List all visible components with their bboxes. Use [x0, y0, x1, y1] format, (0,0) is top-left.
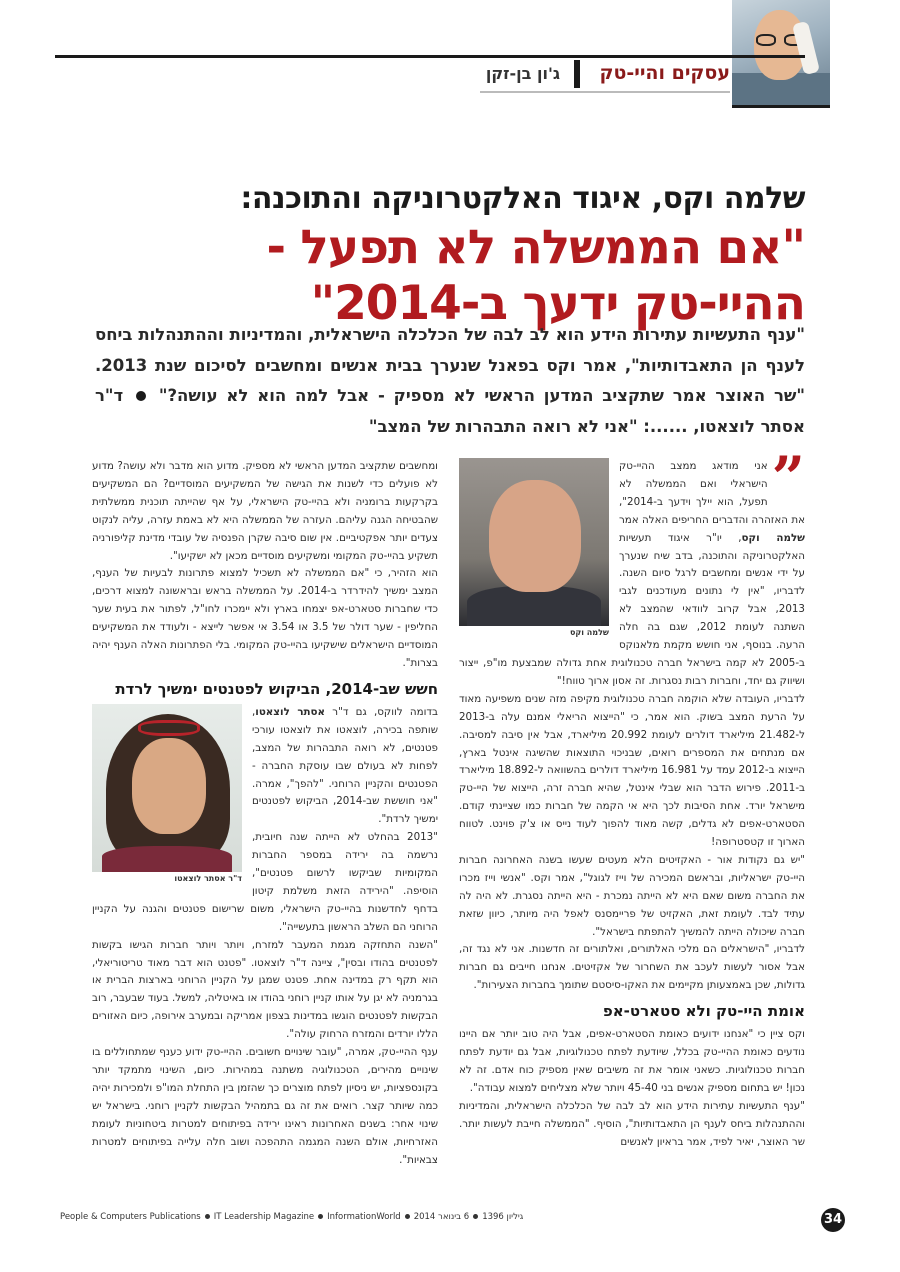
subhead: אומת היי-טק ולא סטארט-אפ	[602, 1002, 805, 1021]
header-rule	[55, 55, 805, 58]
portrait-body	[467, 586, 601, 626]
portrait-body	[102, 846, 232, 872]
photo-wax	[459, 458, 609, 637]
paragraph: לדבריו, "הישראלים הם מלכי האלתורים, ואלתורים זה חדשנות. אני לא נגד זה, אבל אסור לעשות לעכב את השחרור של אקזיטים. אנחנו חייבים גם חברות גדולות, שכן באמצעותן מקיימים את האקו-סיסטם שתומך בחברות הצעירות".	[459, 943, 805, 992]
portrait-head	[132, 738, 206, 834]
bullet-icon	[205, 1214, 210, 1219]
issue-number: גיליון 1396	[482, 1212, 524, 1222]
paragraph: "ענף התעשיות עתירות הידע הוא לב לבה של הכלכלה הישראלית, והמדיניות וההתנהלות ביחס לענף הן התאבדותיות", הוסיף. "הממשלה חייבת לעשות יותר. שר האוצר, יאיר לפיד, אמר בראיון לאנשים	[459, 1099, 805, 1148]
bullet-icon	[318, 1214, 323, 1219]
text: , יו"ר איגוד תעשיות האלקטרוניקה והתוכנה, בדב שיח שנערך על ידי אנשים ומחשבים לרגל סיום השנה. לדבריו, "אין לי נתונים מעודכנים לגבי 2013, אבל קרוב לוודאי שהמצב לא השתנה לעומת 2012, שגם בה חלה הרעה. בנוסף, אני חושש מקמת מלאנוקס ב-2005 לא קמה בישראל חברה טכנולוגית אחת גדולה שמבצעת מו"פ, ייצור ושיווק גם יחד, וחברות רבות נסגרות. זה אסון ארוך טווח!"	[459, 531, 805, 687]
column-left	[92, 458, 438, 1169]
deck-text: "ענף התעשיות עתירות הידע הוא לב לבה של הכלכלה הישראלית, והמדיניות וההתנהלות ביחס לענף הן התאבדותיות", אמר וקס בפאנל שנערך בבית אנשים ומחשבים לסיכום שנת 2013. "שר האוצר אמר שתקציב המדען הראשי לא מספיק - אבל למה הוא לא עושה?"	[95, 325, 805, 405]
paragraph: "יש גם נקודות אור - האקזיטים הלא מעטים שעשו בשנה האחרונה חברות היי-טק ישראליות, ובראשם המכירה של וייז לגוגל", אמר וקס. "אנשי וייז מכרו את החברה משום שאם היא לא הייתה נמכרת - היא הייתה נסגרת. לא היה לה עתיד לבד. לעומת זאת, האקזיט של פריימסנס לאפל היה מיותר, כיוון שזאת חברה שיכולה הייתה להמשיך להתפתח בישראל".	[459, 853, 805, 938]
publication-name: People & Computers Publications	[60, 1212, 201, 1222]
quote-mark-icon: ”	[771, 444, 805, 512]
paragraph: וקס ציין כי "אנחנו ידועים כאומת הסטארט-אפים, אבל היה טוב יותר אם היינו נודעים כאומת ההיי-טק בכלל, שיודעת לפתח טכנולוגיות, אבל גם יודעת לפתח חברות טכנולוגיות. כשאני אומר את זה משיבים שאין מספיק כוח אדם. זה לא נכון! יש בתחום מספיק אנשים בני 45-40 ויותר שלא מצליחים למצוא עבודה".	[459, 1028, 805, 1094]
article-headline: "אם הממשלה לא תפעל - ההיי-טק ידעך ב-2014"	[266, 220, 805, 331]
text: אני מודאג ממצב ההיי-טק הישראלי ואם הממשלה לא תפעל, הוא יילך וידעך ב-2014", את האזהרה והדברים החריפים האלה אמר	[619, 460, 805, 526]
photo-luzzatto	[92, 704, 242, 883]
photo-caption: שלמה וקס	[569, 628, 609, 637]
section-name: עסקים והיי-טק	[599, 62, 730, 84]
bullet-icon	[136, 391, 146, 401]
footer-publications	[60, 1212, 815, 1222]
paragraph: "השנה התחזקה מגמת המעבר למזרח, ויותר ויותר חברות הגישו בקשות לפטנטים בהודו ובסין", ציינה ד"ר לוצאטו. "פטנט הוא דבר מאוד טריטוריאלי, הוא תקף רק במדינה אחת. פטנט שמגן על הקניין הרוחני בארצות הברית או בגרמניה לא יגן על אותו קניין רוחני בהודו או באיטליה, למשל. בעוד שבעבר, רוב הבקשות לפטנטים הוגשו במדינות בצפון אמריקה ובמערב אירופה, כיום האזורים הללו יורדים והמזרח הרחוק עולה".	[92, 938, 438, 1041]
column-right	[459, 444, 806, 1152]
section-header	[480, 60, 730, 90]
author-photo	[732, 0, 830, 108]
bullet-icon	[405, 1214, 410, 1219]
subhead: חשש שב-2014, הביקוש לפטנטים ימשיך לרדת	[115, 679, 438, 698]
article-deck	[95, 320, 805, 442]
photo-caption: ד"ר אסתר לוצאטו	[174, 873, 242, 883]
text: , שותפה בכירה, לוצאטו את לוצאטו עורכי פטנטים, לא רואה התבהרות של המצב, לפחות לא בעולם שבו עוסקת החברה - הפטנטים והקניין הרוחני. "להפך", אמרה. "אני חוששת שב-2014, הביקוש לפטנטים ימשיך לרדת".	[252, 705, 438, 826]
author-name: ג'ון בן-זקן	[485, 64, 560, 83]
person-name: אסתר לוצאטו	[255, 705, 326, 718]
wax-portrait	[459, 458, 609, 626]
deck-text-2: ד"ר אסתר לוצאטו, ......: "אני לא רואה התבהרות של המצב"	[95, 386, 805, 436]
paragraph: ומחשבים שתקציב המדען הראשי לא מספיק. מדוע הוא מדבר ולא עושה? מדוע לא פועלים כדי לשנות את הגישה של המשקיעים המוסדיים? הם המשקיעים בקרקעות ברומניה ולא בהיי-טק הישראלי, על אף שהייתה תוכנית ממשלתית שהבטיחה הגנה עליהם. העזרה של הממשלה היא לא באמת עזרה, עליה לנקוט צעדים יותר אפקטיביים. אין שום סיבה שקרן הפנסיה של עובדי מדינת קליפורניה תשקיע בהיי-טק המקומי ומשקיעים מוסדיים מכאן לא ישקיעו".	[92, 460, 438, 562]
publication-name: InformationWorld	[327, 1212, 401, 1222]
bullet-icon	[473, 1214, 478, 1219]
page-footer	[60, 1208, 845, 1232]
person-name: שלמה וקס	[741, 531, 805, 544]
section-underline	[480, 91, 730, 93]
portrait-glasses	[138, 720, 200, 736]
luzzatto-portrait	[92, 704, 242, 872]
portrait-head	[489, 480, 581, 592]
publication-name: IT Leadership Magazine	[213, 1212, 315, 1222]
paragraph: ענף ההיי-טק, אמרה, "עובר שינויים חשובים. ההיי-טק ידוע כענף שמתחוללים בו שינויים מהירים, הטכנולוגיה משתנה במהירות. כיום, השינוי מתמקד יותר בקונספציות, יש ניסיון לפתח מוצרים כך שהזמן בין התחלת המו"פ ולמכירות יהיה כמה שיותר קצר. רואים את זה גם בתמהיל הבקשות לקניין רוחני. בישראל יש שינוי אחר: בשנים האחרונות ראינו ירידה בפיתוחים למטרות ביטחוניות לעומת האזרחיות, אולם השנה המגמה התהפכה ושוב חלה עלייה בפיתוחים למטרות צבאיות".	[92, 1046, 438, 1166]
paragraph: "2013 בהחלט לא הייתה שנה חיובית, נרשמה בה ירידה במספר החברות המקומיות שביקשו לרשום פטנטים", הוסיפה. "הירידה הזאת משלמת קיטון בדחף לחדשנות בהיי-טק הישראלי, משום שרישום פטנטים והגנה על הקניין הרוחני הם השלב הראשון בתעשייה".	[92, 831, 438, 933]
paragraph: הוא הזהיר, כי "אם הממשלה לא תשכיל למצוא פתרונות לבעיות של הענף, המצב ימשיך להידרדר ב-2014. על הממשלה בראש ובראשונה למצוא דרכים, כדי שחברות סטארט-אפ יצמחו בארץ ולא יימכרו לחו"ל, לפתור את בעית שער החליפין - שער דולר של 3.5 או 3.54 אי אפשר לייצא - ולעודד את המשקיעים המוסדיים הישראלים שישקיעו בהיי-טק המקומי. בלי הפתרונות האלה הענף יהיה בצרות".	[92, 567, 439, 669]
page-number: 34	[821, 1208, 845, 1232]
section-separator	[574, 60, 580, 88]
text: בדומה לווקס, גם ד"ר	[325, 705, 438, 718]
article-kicker: שלמה וקס, איגוד האלקטרוניקה והתוכנה:	[240, 181, 805, 216]
paragraph: לדבריו, העובדה שלא הוקמה חברה טכנולוגית מקיפה מזה שנים משפיעה מאוד על הרעת המצב בשוק. הוא אמר, כי "הייצוא הריאלי אמנם עלה ב-2013 ל-21.482 מיליארד דולרים לעומת 20.992 מיליארד, אבל אין סיבה למסיבה. אם מנתחים את המספרים רואים, שבניכוי התוצאות שהשיגה אינטל בארץ, הייצוא ב-2012 עמד על 16.981 מיליארד דולרים בהשוואה ל-18.892 מיליארד ב-2011. פירוש הדבר הוא שבלי אינטל, שהיא חברה זרה, הייצוא של היי-טק מישראל יורד. אחת הסיבות לכך היא אי הקמה של חברות כמו שציינתי קודם. הסטארט-אפים לא גדלים, קשה מאוד להפוך לעוד נייס או צ'ק פוינט. לטווח הארוך זו קטסטרופה!	[459, 692, 806, 849]
issue-date: 6 בינואר 2014	[413, 1212, 470, 1222]
